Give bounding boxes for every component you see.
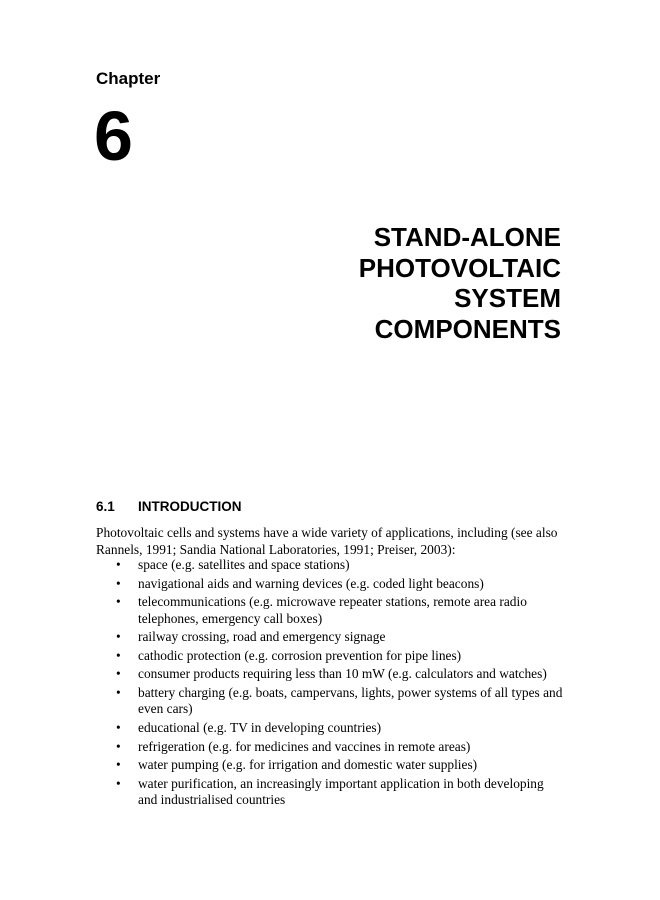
bullet-icon: • [116, 684, 121, 700]
section-title: INTRODUCTION [138, 499, 242, 514]
list-item [96, 629, 566, 645]
list-item-text: cathodic protection (e.g. corrosion prevention for pipe lines) [138, 647, 462, 663]
applications-list [96, 557, 566, 811]
list-item-text: navigational aids and warning devices (e.g. coded light beacons) [138, 575, 484, 591]
chapter-number: 6 [94, 97, 133, 175]
list-item-text: consumer products requiring less than 10 mW (e.g. calculators and watches) [138, 666, 547, 682]
chapter-label: Chapter [96, 69, 161, 88]
chapter-title-line: STAND-ALONE [373, 222, 561, 252]
section-heading [96, 499, 242, 515]
list-item [96, 757, 566, 773]
bullet-icon: • [116, 719, 121, 735]
list-item-text: telecommunications (e.g. microwave repeater stations, remote area radio telephones, emergency call boxes) [138, 594, 527, 626]
bullet-icon: • [116, 647, 121, 663]
bullet-icon: • [116, 666, 121, 682]
list-item [96, 739, 566, 755]
list-item [96, 576, 566, 592]
chapter-title-line: PHOTOVOLTAIC [358, 252, 561, 283]
list-item [96, 594, 566, 627]
list-item-text: refrigeration (e.g. for medicines and vaccines in remote areas) [138, 738, 471, 754]
bullet-icon: • [116, 557, 121, 572]
list-item-text: water purification, an increasingly important application in both developing and industrialised countries [138, 775, 544, 808]
list-item-text: battery charging (e.g. boats, campervans, lights, power systems of all types and even cars) [138, 684, 563, 717]
section-number: 6.1 [96, 499, 115, 514]
bullet-icon: • [116, 594, 121, 610]
bullet-icon: • [116, 757, 121, 773]
list-item-text: railway crossing, road and emergency signage [138, 629, 386, 645]
list-item [96, 720, 566, 736]
chapter-title-line: COMPONENTS [374, 313, 561, 344]
list-item [96, 776, 566, 809]
list-item-text: water pumping (e.g. for irrigation and domestic water supplies) [138, 757, 478, 773]
bullet-icon: • [116, 629, 121, 645]
chapter-title-line: SYSTEM [454, 283, 561, 313]
list-item [96, 666, 566, 682]
bullet-icon: • [116, 738, 121, 754]
chapter-title [261, 222, 561, 344]
list-item [96, 648, 566, 664]
bullet-icon: • [116, 775, 121, 791]
list-item-text: educational (e.g. TV in developing countries) [138, 719, 382, 735]
list-item [96, 557, 566, 573]
list-item [96, 685, 566, 718]
intro-paragraph: Photovoltaic cells and systems have a wide variety of applications, including (see also Rannels, 1991; Sandia National Laboratories, 1991; Preiser, 2003): [96, 525, 558, 557]
list-item-text: space (e.g. satellites and space stations) [138, 557, 350, 572]
bullet-icon: • [116, 575, 121, 591]
